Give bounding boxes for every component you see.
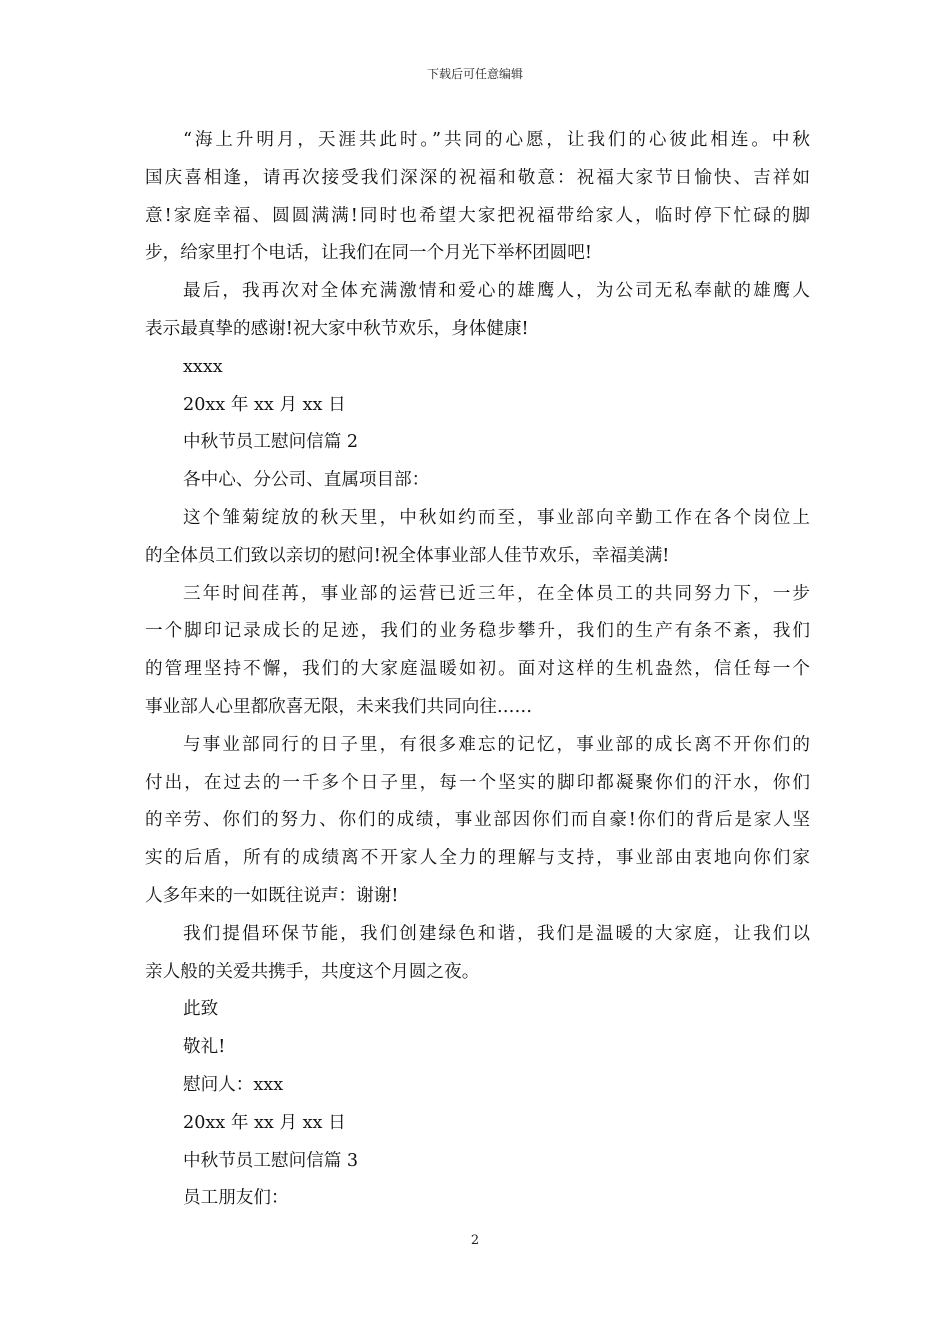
text-line: 中秋节员工慰问信篇 2 — [183, 432, 359, 453]
text-line: 实的后盾，所有的成绩离不开家人全力的理解与支持，事业部由衷地向你们家 — [145, 848, 810, 869]
text-line: 一个脚印记录成长的足迹，我们的业务稳步攀升，我们的生产有条不紊，我们 — [145, 621, 810, 642]
text-line: 慰问人：xxx — [183, 1074, 284, 1095]
text-line: xxxx — [183, 356, 223, 377]
text-line: 20xx 年 xx 月 xx 日 — [183, 394, 346, 415]
text-line: 敬礼! — [183, 1037, 226, 1058]
text-line: 我们提倡环保节能，我们创建绿色和谐，我们是温暖的大家庭，让我们以 — [183, 923, 810, 944]
text-line: 20xx 年 xx 月 xx 日 — [183, 1112, 346, 1133]
text-line: 这个雏菊绽放的秋天里，中秋如约而至，事业部向辛勤工作在各个岗位上 — [183, 507, 810, 528]
text-line: 最后，我再次对全体充满激情和爱心的雄鹰人，为公司无私奉献的雄鹰人 — [183, 281, 810, 302]
text-line: 此致 — [183, 999, 219, 1020]
text-line: 中秋节员工慰问信篇 3 — [183, 1150, 359, 1171]
text-line: 国庆喜相逢，请再次接受我们深深的祝福和敬意：祝福大家节日愉快、吉祥如 — [145, 167, 810, 188]
text-line: 与事业部同行的日子里，有很多难忘的记忆，事业部的成长离不开你们的 — [183, 734, 810, 755]
text-line: 员工朋友们： — [183, 1188, 289, 1209]
text-line: 表示最真挚的感谢!祝大家中秋节欢乐，身体健康! — [145, 318, 529, 339]
page-number: 2 — [470, 1233, 480, 1248]
text-line: 的辛劳、你们的努力、你们的成绩，事业部因你们而自豪!你们的背后是家人坚 — [145, 810, 810, 831]
text-line: 意!家庭幸福、圆圆满满!同时也希望大家把祝福带给家人，临时停下忙碌的脚 — [145, 205, 810, 226]
text-line: 付出，在过去的一千多个日子里，每一个坚实的脚印都凝聚你们的汗水，你们 — [145, 772, 810, 793]
text-line: 的管理坚持不懈，我们的大家庭温暖如初。面对这样的生机盎然，信任每一个 — [145, 659, 810, 680]
text-line: 事业部人心里都欣喜无限，未来我们共同向往…… — [145, 696, 533, 717]
text-line: 步，给家里打个电话，让我们在同一个月光下举杯团圆吧! — [145, 243, 592, 264]
text-line: 亲人般的关爱共携手，共度这个月圆之夜。 — [145, 961, 480, 982]
text-line: 各中心、分公司、直属项目部： — [183, 470, 430, 491]
text-line: 人多年来的一如既往说声：谢谢! — [145, 885, 399, 906]
text-line: 的全体员工们致以亲切的慰问!祝全体事业部人佳节欢乐，幸福美满! — [145, 545, 670, 566]
text-line: 三年时间荏苒，事业部的运营已近三年，在全体员工的共同努力下，一步 — [183, 583, 810, 604]
page-header: 下载后可任意编辑 — [426, 67, 523, 81]
document-body — [145, 122, 810, 1218]
text-line: “海上升明月，天涯共此时。”共同的心愿，让我们的心彼此相连。中秋 — [183, 130, 810, 150]
